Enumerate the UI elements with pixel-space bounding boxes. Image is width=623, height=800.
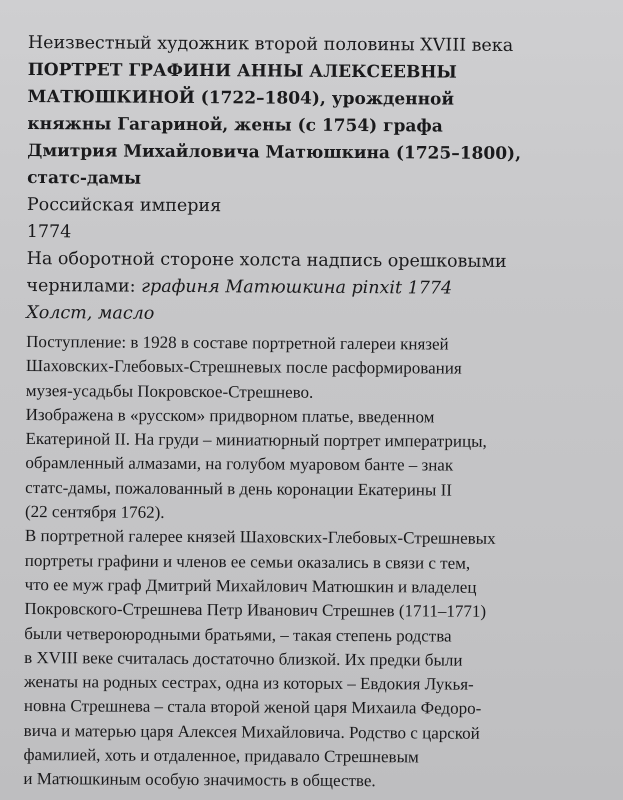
description-line: статс-дамы, пожалованный в день коронации Екатерины II — [25, 477, 452, 500]
inscription-signature: графиня Матюшкина pinxit 1774 — [141, 276, 453, 299]
history-line: в XVIII веке считалась достаточно близкой. Их предки были — [24, 647, 463, 670]
country-of-origin: Российская империя — [26, 194, 222, 217]
provenance-line: музея-усадьбы Покровское-Стрешнево. — [25, 380, 314, 402]
provenance-line: Поступление: в 1928 в составе портретной галереи князей — [26, 331, 449, 354]
history-line: портреты графини и членов ее семьи оказались в связи с тем, — [24, 550, 471, 573]
description-line: Екатериной II. На груди – миниатюрный портрет императрицы, — [25, 429, 487, 451]
history-line: что ее муж граф Дмитрий Михайлович Матюшкин и владелец — [24, 574, 477, 597]
title-line: ПОРТРЕТ ГРАФИНИ АННЫ АЛЕКСЕЕВНЫ — [27, 59, 457, 83]
description-paragraph — [25, 403, 606, 528]
provenance-paragraph — [26, 330, 606, 406]
artist-attribution: Неизвестный художник второй половины XVIII века — [27, 32, 514, 56]
history-line: фамилией, хоть и отдаленное, придавало Стрешневым — [23, 745, 419, 767]
history-line: вича и матерью царя Алексея Михайловича. Родство с царской — [23, 720, 480, 743]
creation-year: 1774 — [26, 221, 72, 243]
inscription-line: На оборотной стороне холста надпись орешковыми — [26, 248, 507, 272]
history-paragraph — [23, 524, 605, 795]
description-line: обрамленный алмазами, на голубом муаровом банте – знак — [25, 453, 454, 476]
history-line: женаты на родных сестрах, одна из которых – Евдокия Лукья- — [23, 672, 474, 694]
title-line: княжны Гагариной, жены (с 1754) графа — [27, 113, 443, 137]
provenance-line: Шаховских-Глебовых-Стрешневых после расформирования — [25, 356, 462, 378]
inscription-prefix: чернилами: — [26, 275, 142, 297]
museum-label — [23, 30, 608, 795]
title-line: МАТЮШКИНОЙ (1722–1804), урожденной — [27, 86, 455, 110]
artwork-title — [27, 57, 608, 196]
history-line: были четвероюродными братьями, – такая степень родства — [24, 623, 452, 646]
medium: Холст, масло — [26, 302, 155, 324]
description-line: Изображена в «русском» придворном платье, введенном — [25, 404, 435, 427]
history-line: Покровского-Стрешнева Петр Иванович Стрешнев (1711–1771) — [24, 599, 487, 622]
history-line: новна Стрешнева – стала второй женой царя Михаила Федоро- — [23, 696, 482, 719]
history-line: В портретной галерее князей Шаховских-Глебовых-Стрешневых — [24, 526, 496, 549]
title-line: Дмитрия Михайловича Матюшкина (1725–1800), — [27, 140, 522, 165]
description-line: (22 сентября 1762). — [25, 502, 165, 522]
inscription-line — [26, 273, 606, 304]
inscription — [26, 246, 606, 304]
title-line: статс-дамы — [27, 167, 142, 189]
history-line: и Матюшкиным особую значимость в обществе. — [23, 769, 376, 791]
